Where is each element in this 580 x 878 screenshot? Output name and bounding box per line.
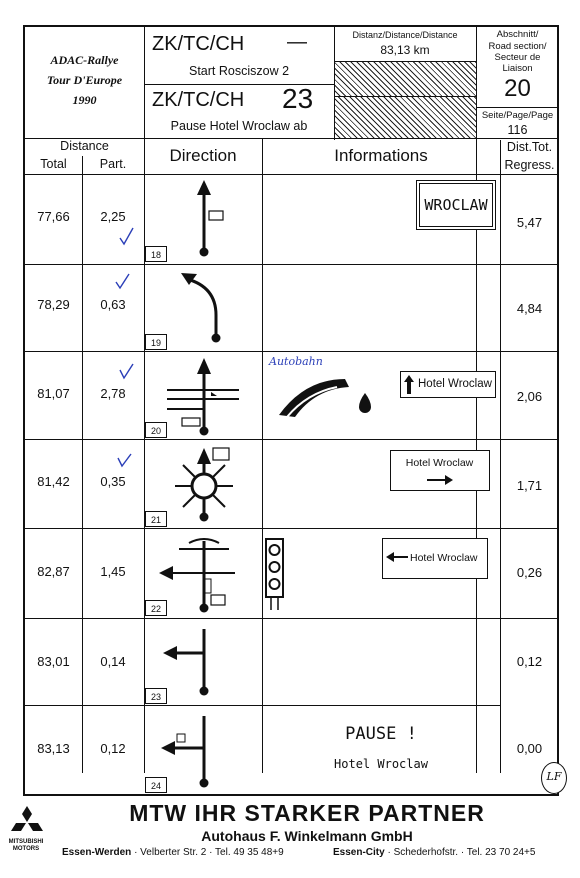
col-part: Part. — [99, 157, 127, 171]
regress-km: 5,47 — [516, 215, 543, 230]
row-divider — [25, 439, 559, 440]
control-bottom-value: 23 — [282, 83, 314, 114]
col-total: Total — [40, 157, 67, 171]
col-regress: Regress. — [504, 158, 555, 172]
address-left — [62, 847, 284, 858]
roadbook-sheet — [23, 25, 562, 796]
tulip-diagram-23 — [145, 619, 262, 705]
row-divider — [25, 618, 559, 619]
total-km: 77,66 — [37, 209, 70, 224]
check-mark-icon — [114, 272, 132, 292]
row-divider — [25, 528, 559, 529]
tulip-diagram-19 — [145, 265, 262, 351]
col-distance: Distance — [60, 139, 109, 153]
pause-hotel: Hotel Wroclaw — [334, 757, 428, 771]
section-label-3: Secteur de — [494, 52, 541, 63]
total-km: 78,29 — [37, 297, 70, 312]
part-km: 2,25 — [100, 209, 126, 224]
address-right-city: Essen-City — [333, 847, 385, 858]
row-number: 24 — [145, 777, 167, 793]
arrow-right-icon — [427, 475, 453, 485]
regress-km: 0,26 — [516, 565, 543, 580]
part-km: 0,14 — [100, 654, 126, 669]
row-number: 21 — [145, 511, 167, 527]
divider — [262, 138, 263, 773]
row-number: 20 — [145, 422, 167, 438]
divider — [476, 107, 559, 108]
check-mark-icon — [118, 226, 136, 246]
address-right-rest: · Schederhofstr. · Tel. 23 70 24+5 — [387, 847, 536, 858]
rally-name-line1: ADAC-Rallye — [50, 53, 119, 67]
brand-line-1: MITSUBISHI — [8, 839, 44, 845]
address-left-city: Essen-Werden — [62, 847, 132, 858]
total-km: 81,07 — [37, 386, 70, 401]
total-km: 82,87 — [37, 564, 70, 579]
col-direction: Direction — [169, 146, 237, 165]
sign-hotel-wroclaw — [400, 371, 496, 398]
control-code-top: ZK/TC/CH — [152, 33, 245, 55]
part-km: 2,78 — [100, 386, 126, 401]
part-km: 0,63 — [100, 297, 126, 312]
dealer-name: Autohaus F. Winkelmann GmbH — [201, 828, 413, 844]
control-code-bottom: ZK/TC/CH — [152, 89, 245, 111]
sign-hotel-wroclaw — [390, 450, 490, 491]
pause-label: Pause Hotel Wroclaw ab — [170, 119, 308, 133]
tulip-diagram-21 — [145, 440, 262, 528]
distance-label: Distanz/Distance/Distance — [352, 30, 458, 40]
start-label: Start Rosciszow 2 — [188, 64, 290, 78]
tulip-diagram-18 — [145, 175, 262, 264]
address-left-rest: · Velberter Str. 2 · Tel. 49 35 48+9 — [134, 847, 284, 858]
brand-line-2: MOTORS — [12, 846, 40, 852]
divider — [82, 156, 83, 773]
part-km: 0,12 — [100, 741, 126, 756]
section-value: 20 — [504, 75, 531, 102]
arrow-left-icon — [386, 552, 408, 562]
arrow-up-icon — [404, 375, 414, 394]
tulip-diagram-20 — [145, 352, 262, 439]
sign-text: Hotel Wroclaw — [405, 457, 474, 469]
regress-km: 0,12 — [516, 654, 543, 669]
row-divider — [25, 264, 559, 265]
mitsubishi-logo-icon — [9, 806, 45, 838]
col-dist-tot: Dist.Tot. — [506, 140, 553, 154]
total-km: 81,42 — [37, 474, 70, 489]
tulip-diagram-22 — [145, 529, 262, 618]
row-number: 18 — [145, 246, 167, 262]
page-label: Seite/Page/Page — [481, 110, 554, 121]
stamp-text: LF — [546, 770, 562, 783]
part-km: 0,35 — [100, 474, 126, 489]
rally-name-line2: Tour D'Europe — [46, 73, 123, 87]
part-km: 1,45 — [100, 564, 126, 579]
handwritten-note: Autobahn — [269, 355, 323, 368]
sign-text: Hotel Wroclaw — [418, 378, 492, 390]
total-km: 83,13 — [37, 741, 70, 756]
row-number: 23 — [145, 688, 167, 704]
row-number: 22 — [145, 600, 167, 616]
section-label-1: Abschnitt/ — [496, 29, 539, 40]
check-mark-icon — [116, 452, 134, 472]
hatched-box — [335, 97, 476, 138]
row-number: 19 — [145, 334, 167, 350]
regress-km: 4,84 — [516, 301, 543, 316]
check-mark-icon — [118, 362, 136, 382]
regress-km: 0,00 — [516, 741, 543, 756]
slogan: MTW IHR STARKER PARTNER — [129, 800, 485, 826]
divider — [500, 140, 501, 773]
pause-title: PAUSE ! — [345, 724, 417, 744]
regress-km: 2,06 — [516, 389, 543, 404]
total-km: 83,01 — [37, 654, 70, 669]
address-right — [333, 847, 535, 858]
row-divider — [25, 351, 559, 352]
rally-year: 1990 — [72, 93, 97, 107]
hatched-box — [335, 62, 476, 96]
row-divider — [25, 705, 500, 706]
traffic-light-icon — [265, 538, 285, 612]
regress-km: 1,71 — [516, 478, 543, 493]
page-value: 116 — [507, 123, 528, 137]
sign-text: Hotel Wroclaw — [410, 552, 478, 564]
control-top-value: — — [287, 31, 307, 53]
tulip-diagram-24 — [145, 706, 262, 793]
section-label-4: Liaison — [502, 63, 533, 74]
sign-hotel-wroclaw — [382, 538, 488, 579]
fuel-station-icon — [275, 375, 375, 425]
footer-advert — [0, 800, 580, 878]
initials-stamp — [541, 762, 567, 794]
col-informations: Informations — [334, 146, 428, 165]
divider — [25, 174, 559, 175]
sign-wroclaw: WROCLAW — [416, 180, 496, 230]
section-label-2: Road section/ — [488, 41, 547, 52]
distance-value: 83,13 km — [380, 43, 430, 57]
